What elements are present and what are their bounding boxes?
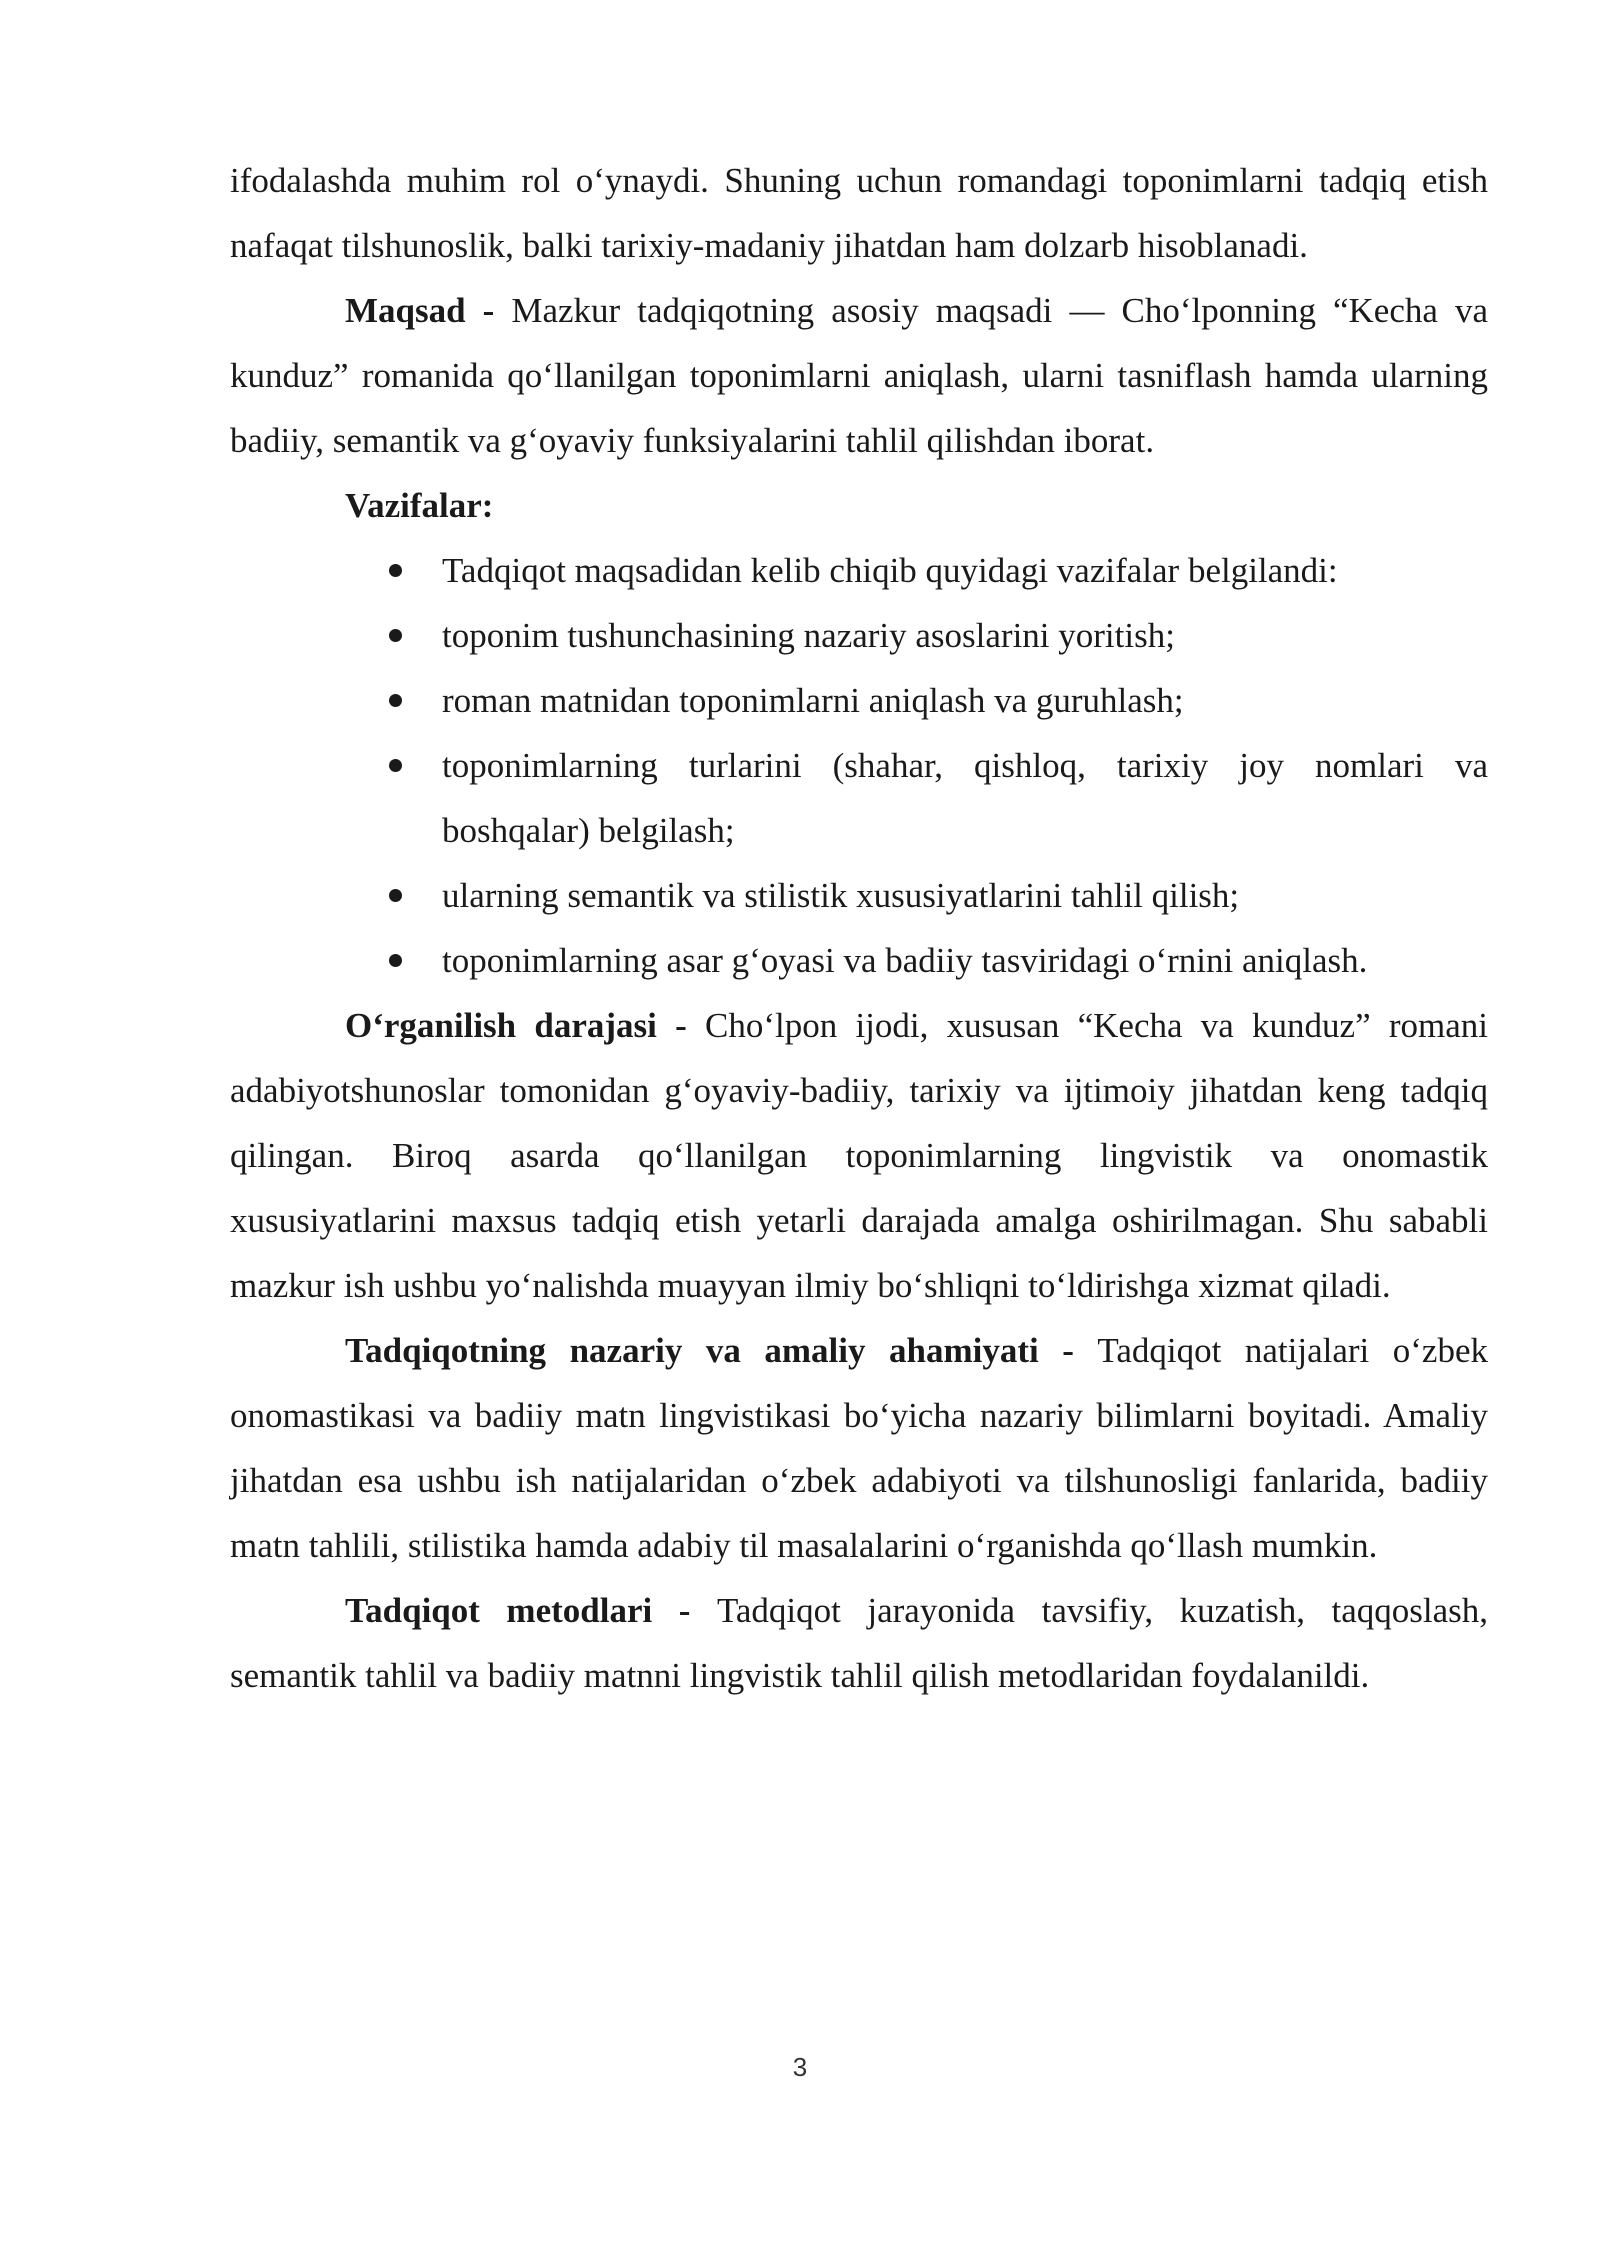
vazifalar-list [230,538,1488,993]
ahamiyati-label: Tadqiqotning nazariy va amaliy ahamiyati - [345,1331,1098,1370]
ahamiyati-text: Tadqiqot natijalari o‘zbek onomastikasi va badiiy matn lingvistikasi bo‘yicha nazariy bilimlarni boyitadi. Amaliy jihatdan esa ushbu ish natijalaridan o‘zbek adabiyoti va tilshunosligi fanlarida, badiiy matn tahlili, stilistika hamda adabiy til masalalarini o‘rganishda qo‘llash mumkin. [230,1331,1488,1565]
metodlari-text: Tadqiqot jarayonida tavsifiy, kuzatish, taqqoslash, semantik tahlil va badiiy matnni lingvistik tahlil qilish metodlaridan foydalanildi. [230,1591,1489,1695]
bullet-icon [389,954,402,967]
list-item [230,863,1488,928]
maqsad-text: Mazkur tadqiqotning asosiy maqsadi — Cho‘lponning “Kecha va kunduz” romanida qo‘llanilgan toponimlarni aniqlash, ularni tasniflash hamda ularning badiiy, semantik va g‘oyaviy funksiyalarini tahlil qilishdan iborat. [230,291,1488,460]
list-item-text: Tadqiqot maqsadidan kelib chiqib quyidagi vazifalar belgilandi: [442,551,1338,590]
maqsad-paragraph [230,278,1488,473]
list-item [230,538,1488,603]
bullet-icon [389,564,402,577]
list-item [230,928,1488,993]
list-item [230,603,1488,668]
intro-paragraph: ifodalashda muhim rol o‘ynaydi. Shuning uchun romandagi toponimlarni tadqiq etish nafaqat tilshunoslik, balki tarixiy-madaniy jihatdan ham dolzarb hisoblanadi. [230,161,1488,265]
bullet-icon [389,889,402,902]
ahamiyati-paragraph [230,1318,1488,1578]
bullet-icon [389,759,402,772]
list-item-text: toponim tushunchasining nazariy asoslarini yoritish; [442,616,1175,655]
page-number: 3 [792,2052,808,2082]
list-item-text: ularning semantik va stilistik xususiyatlarini tahlil qilish; [442,876,1240,915]
organilish-paragraph [230,993,1488,1318]
list-item-text: roman matnidan toponimlarni aniqlash va guruhlash; [442,681,1184,720]
bullet-icon [389,694,402,707]
vazifalar-heading: Vazifalar: [345,486,494,525]
bullet-icon [389,629,402,642]
list-item [230,733,1488,863]
metodlari-paragraph [230,1578,1488,1708]
page-body [230,148,1488,1708]
organilish-label: O‘rganilish darajasi - [345,1006,705,1045]
maqsad-label: Maqsad - [345,291,512,330]
organilish-text: Cho‘lpon ijodi, xususan “Kecha va kunduz” romani adabiyotshunoslar tomonidan g‘oyaviy-badiiy, tarixiy va ijtimoiy jihatdan keng tadqiq qilingan. Biroq asarda qo‘llanilgan toponimlarning lingvistik va onomastik xususiyatlarini maxsus tadqiq etish yetarli darajada amalga oshirilmagan. Shu sababli mazkur ish ushbu yo‘nalishda muayyan ilmiy bo‘shliqni to‘ldirishga xizmat qiladi. [230,1006,1488,1305]
metodlari-label: Tadqiqot metodlari - [345,1591,717,1630]
list-item [230,668,1488,733]
list-item-text: toponimlarning turlarini (shahar, qishloq, tarixiy joy nomlari va boshqalar) belgilash; [442,746,1488,850]
list-item-text: toponimlarning asar g‘oyasi va badiiy tasviridagi o‘rnini aniqlash. [442,941,1368,980]
